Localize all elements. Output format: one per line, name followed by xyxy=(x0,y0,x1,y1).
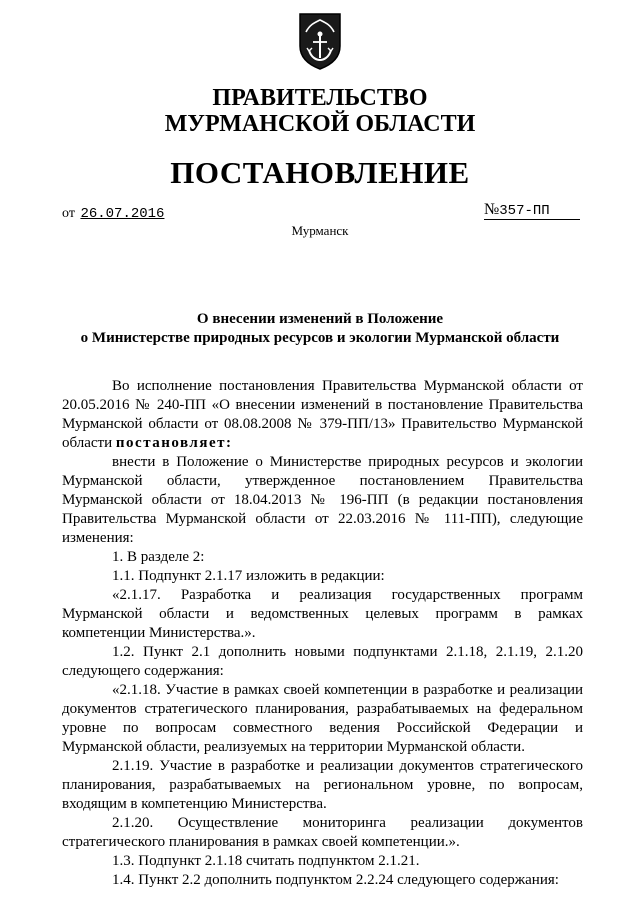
body-line: Мурманской области, утвержденное постановлением Правительства xyxy=(62,473,583,489)
body-line: следующего содержания: xyxy=(62,663,224,679)
body-line: Во исполнение постановления Правительства Мурманской области от xyxy=(112,378,583,394)
number-symbol: № xyxy=(484,201,500,218)
date-value: 26.07.2016 xyxy=(80,206,165,222)
body-line: стратегического планирования в рамках своей компетенции.». xyxy=(62,834,460,850)
body-line: входящим в компетенцию Министерства. xyxy=(62,796,327,812)
body-line: уровне по вопросам совместного ведения Российской Федерации и xyxy=(62,720,583,736)
body-line: компетенции Министерства.». xyxy=(62,625,256,641)
body-line: документов стратегического планирования, разрабатываемых на федеральном xyxy=(62,701,583,717)
body-line: Правительства Мурманской области от 22.03.2016 № 111-ПП), следующие xyxy=(62,511,583,527)
subject-line1: О внесении изменений в Положение xyxy=(196,311,444,327)
body-line xyxy=(62,434,583,453)
body-line: «2.1.18. Участие в рамках своей компетенции в разработке и реализации xyxy=(112,682,583,698)
coat-of-arms-emblem xyxy=(298,12,342,70)
body-text: области xyxy=(62,435,113,451)
body-line: планирования, разрабатываемых на региональном уровне, по вопросам, xyxy=(62,777,583,793)
body-line: 1.3. Подпункт 2.1.18 считать подпунктом 2.1.21. xyxy=(112,853,420,869)
body-line: 2.1.19. Участие в разработке и реализации документов стратегического xyxy=(112,758,583,774)
number-value: 357-ПП xyxy=(499,203,550,219)
body-line: 1.4. Пункт 2.2 дополнить подпунктом 2.2.24 следующего содержания: xyxy=(112,872,559,888)
document-date xyxy=(62,206,164,222)
date-prefix: от xyxy=(62,206,75,221)
government-title-line1: ПРАВИТЕЛЬСТВО xyxy=(212,85,428,111)
body-line: 1.2. Пункт 2.1 дополнить новыми подпунктами 2.1.18, 2.1.19, 2.1.20 xyxy=(112,644,583,660)
government-title-line2: МУРМАНСКОЙ ОБЛАСТИ xyxy=(164,111,476,137)
body-line: внести в Положение о Министерстве природных ресурсов и экологии xyxy=(112,454,583,470)
body-line: Мурманской области и ведомственных целевых программ в рамках xyxy=(62,606,583,622)
document-type-title: ПОСТАНОВЛЕНИЕ xyxy=(170,155,470,190)
body-line: «2.1.17. Разработка и реализация государственных программ xyxy=(112,587,583,603)
body-line: 1. В разделе 2: xyxy=(112,549,205,565)
body-emphasis: постановляет: xyxy=(115,435,233,451)
body-line: 20.05.2016 № 240-ПП «О внесении изменений в постановление Правительства xyxy=(62,397,583,413)
document-number xyxy=(484,201,580,220)
document-city: Мурманск xyxy=(291,223,349,238)
body-line: Мурманской области от 18.04.2013 № 196-ПП (в редакции постановления xyxy=(62,492,583,508)
body-line: Мурманской области от 08.08.2008 № 379-ПП/13» Правительство Мурманской xyxy=(62,416,583,432)
body-line: Мурманской области, реализуемых на территории Мурманской области. xyxy=(62,739,525,755)
subject-line2: о Министерстве природных ресурсов и экологии Мурманской области xyxy=(80,330,560,346)
body-line: изменения: xyxy=(62,530,134,546)
body-line: 2.1.20. Осуществление мониторинга реализации документов xyxy=(112,815,583,831)
body-line: 1.1. Подпункт 2.1.17 изложить в редакции: xyxy=(112,568,385,584)
